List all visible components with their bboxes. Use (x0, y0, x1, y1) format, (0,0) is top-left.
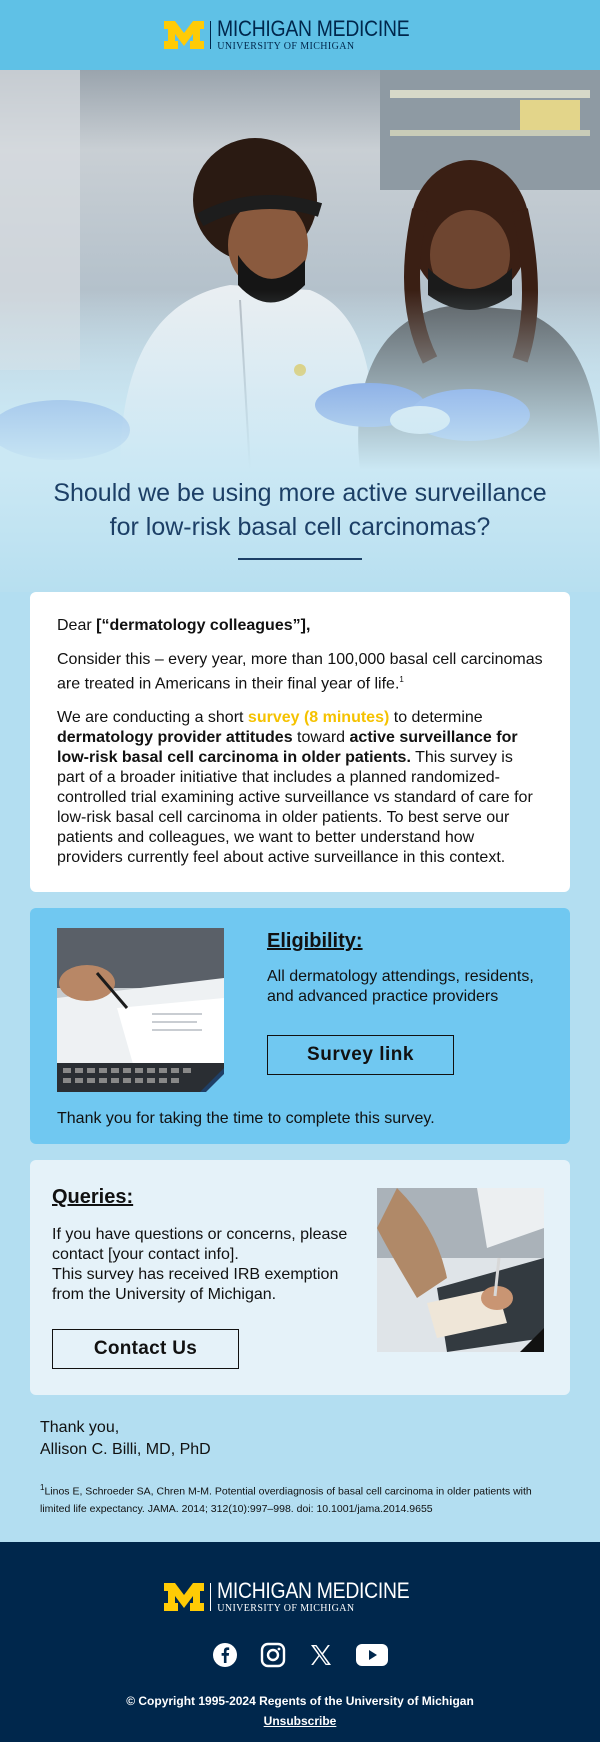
x-icon[interactable] (308, 1642, 334, 1668)
survey-inline-link[interactable]: survey (8 minutes) (247, 709, 390, 727)
youtube-icon[interactable] (356, 1643, 388, 1667)
footer (0, 1542, 600, 1742)
hero-image (0, 70, 600, 470)
block-m-icon (164, 1583, 204, 1611)
social-links (0, 1640, 600, 1670)
greeting: Dear [“dermatology colleagues”], (57, 617, 311, 634)
eligibility-title: Eligibility: (267, 930, 363, 953)
headline: Should we be using more active surveillance for low-risk basal cell carcinomas? (53, 479, 547, 541)
eligibility-text: All dermatology attendings, residents, and advanced practice providers (267, 968, 534, 1006)
block-m-icon (164, 21, 204, 49)
contact-us-button[interactable]: Contact Us (52, 1329, 239, 1369)
lab-researchers-illustration (0, 70, 600, 470)
footer-brand-name: MICHIGAN MEDICINE (217, 1577, 410, 1603)
greeting-name: [“dermatology colleagues”], (96, 617, 311, 634)
headline-section (0, 470, 600, 592)
signoff-thanks: Thank you, (40, 1419, 120, 1437)
survey-paragraph: We are conducting a short survey (8 minutes) to determine dermatology provider attitudes toward active surveillance for low-risk basal cell carcinoma in older patients. This survey is part of a broader initiative that includes a planned randomized-controlled trial examining active surveillance vs standard of care for low-risk basal cell carcinoma in older patients. To best serve our patients and colleagues, we want to better understand how providers currently feel about active surveillance in this context. (57, 709, 533, 867)
brand-sub: UNIVERSITY OF MICHIGAN (217, 41, 355, 52)
footer-brand-sub: UNIVERSITY OF MICHIGAN (217, 1602, 355, 1614)
survey-thanks: Thank you for taking the time to complete this survey. (57, 1110, 435, 1128)
letter-card (30, 592, 570, 892)
signoff (30, 1395, 570, 1542)
unsubscribe-link[interactable]: Unsubscribe (263, 1713, 337, 1728)
main-content (0, 592, 600, 1542)
queries-title: Queries: (52, 1186, 134, 1209)
writing-photo (57, 928, 224, 1092)
survey-link-button[interactable]: Survey link (267, 1035, 454, 1075)
queries-text: If you have questions or concerns, please contact [your contact info]. This survey has received IRB exemption from the University of Michigan. (52, 1226, 348, 1304)
eligibility-box (30, 908, 570, 1144)
queries-box (30, 1160, 570, 1395)
footer-logo[interactable] (0, 1577, 600, 1614)
footnote-ref: 1 (399, 675, 404, 684)
copyright: © Copyright 1995-2024 Regents of the University of Michigan (126, 1693, 474, 1708)
facebook-icon[interactable] (212, 1642, 238, 1668)
header (0, 0, 600, 70)
michigan-medicine-logo[interactable] (164, 18, 436, 52)
intro-paragraph: Consider this – every year, more than 100,000 basal cell carcinomas are treated in Americans in their final year of life.$^1$ (57, 651, 543, 693)
brand-name: MICHIGAN MEDICINE (217, 16, 410, 41)
footnote: $^1$Linos E, Schroeder SA, Chren M-M. Potential overdiagnosis of basal cell carcinoma in older patients with limited life expectancy. JAMA. 2014; 312(10):997–998. doi: 10.1001/jama.2014.9655 (40, 1483, 532, 1515)
laptop-notes-photo (377, 1188, 544, 1352)
headline-divider (238, 558, 362, 560)
instagram-icon[interactable] (260, 1642, 286, 1668)
signoff-name: Allison C. Billi, MD, PhD (40, 1441, 211, 1459)
